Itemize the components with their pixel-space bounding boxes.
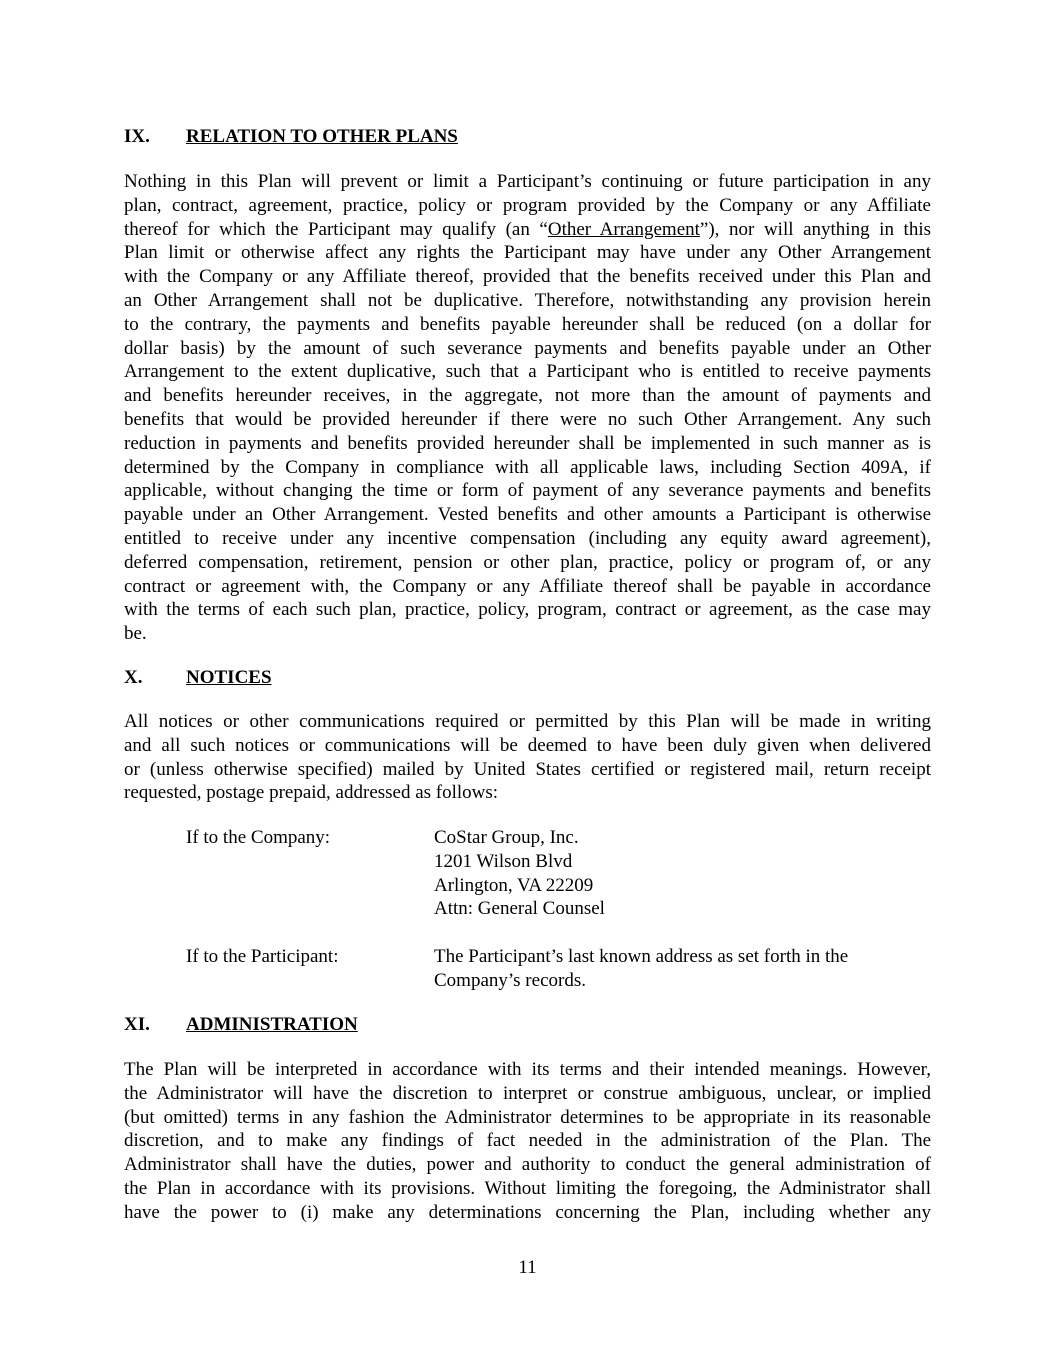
text-line: Plan limit or otherwise affect any rights the Participant may have under any Other Arrangement xyxy=(124,242,931,264)
page-number: 11 xyxy=(518,1257,537,1278)
paragraph-administration xyxy=(124,1058,931,1225)
text-line: with the Company or any Affiliate thereof, provided that the benefits received under this Plan and xyxy=(124,266,931,288)
text-line: All notices or other communications required or permitted by this Plan will be made in writing xyxy=(124,711,931,732)
participant-label: If to the Participant: xyxy=(186,946,339,967)
text-line: or (unless otherwise specified) mailed by United States certified or registered mail, return receipt xyxy=(124,758,931,780)
section-heading-ix xyxy=(124,125,458,149)
text-fragment: thereof for which the Participant may qualify (an “ xyxy=(124,218,548,240)
paragraph-notices xyxy=(124,710,931,805)
section-heading-xi xyxy=(124,1013,358,1037)
defined-term: Other Arrangement xyxy=(547,218,700,240)
section-heading-x xyxy=(124,666,272,690)
paragraph-relation-to-other-plans xyxy=(124,170,931,646)
text-line: deferred compensation, retirement, pension or other plan, practice, policy or program of, or any xyxy=(124,551,931,573)
address-line: 1201 Wilson Blvd xyxy=(434,850,573,872)
text-line: contract or agreement with, the Company or any Affiliate thereof shall be payable in accordance xyxy=(124,575,931,597)
text-line: plan, contract, agreement, practice, policy or program provided by the Company or any Affiliate xyxy=(124,194,931,216)
section-number: XI. xyxy=(124,1014,150,1035)
text-line: reduction in payments and benefits provided hereunder shall be implemented in such manner as is xyxy=(124,432,931,454)
text-line: be. xyxy=(124,623,147,645)
address-line: Arlington, VA 22209 xyxy=(434,874,594,896)
section-title: ADMINISTRATION xyxy=(186,1014,358,1035)
text-line: determined by the Company in compliance with all applicable laws, including Section 409A, if xyxy=(124,456,931,478)
address-line: CoStar Group, Inc. xyxy=(434,827,579,848)
section-number: X. xyxy=(124,667,143,688)
text-line: Arrangement to the extent duplicative, such that a Participant who is entitled to receive payments xyxy=(124,361,931,383)
text-line: with the terms of each such plan, practice, policy, program, contract or agreement, as the case may xyxy=(124,599,931,621)
text-line: entitled to receive under any incentive compensation (including any equity award agreement), xyxy=(124,527,931,549)
text-line: the Plan in accordance with its provisions. Without limiting the foregoing, the Administrator shall xyxy=(124,1177,931,1199)
text-line: and all such notices or communications will be deemed to have been duly given when delivered xyxy=(124,734,931,756)
address-line: Company’s records. xyxy=(434,969,586,991)
text-line: the Administrator will have the discretion to interpret or construe ambiguous, unclear, or implied xyxy=(124,1082,931,1104)
text-line: to the contrary, the payments and benefits payable hereunder shall be reduced (on a dollar for xyxy=(124,313,931,335)
text-line: payable under an Other Arrangement. Vested benefits and other amounts a Participant is otherwise xyxy=(124,504,931,526)
text-line: and benefits hereunder receives, in the aggregate, not more than the amount of payments and xyxy=(124,385,931,407)
company-address xyxy=(434,826,605,921)
section-number: IX. xyxy=(124,126,150,147)
text-line: have the power to (i) make any determinations concerning the Plan, including whether any xyxy=(124,1201,931,1223)
section-title: NOTICES xyxy=(186,667,272,688)
text-line: applicable, without changing the time or form of payment of any severance payments and benefits xyxy=(124,480,931,502)
text-line: Administrator shall have the duties, power and authority to conduct the general administration of xyxy=(124,1154,931,1176)
text-line xyxy=(124,218,931,242)
participant-address xyxy=(434,945,848,993)
text-line: dollar basis) by the amount of such severance payments and benefits payable under an Other xyxy=(124,337,931,359)
text-line: Nothing in this Plan will prevent or limit a Participant’s continuing or future participation in any xyxy=(124,171,931,192)
address-line: Attn: General Counsel xyxy=(434,898,605,920)
text-line: (but omitted) terms in any fashion the Administrator determines to be appropriate in its reasonable xyxy=(124,1106,931,1128)
address-line: The Participant’s last known address as set forth in the xyxy=(434,946,849,967)
text-line: an Other Arrangement shall not be duplicative. Therefore, notwithstanding any provision herein xyxy=(124,289,931,311)
section-title: RELATION TO OTHER PLANS xyxy=(186,126,458,147)
text-line: discretion, and to make any findings of fact needed in the administration of the Plan. The xyxy=(124,1130,931,1152)
company-label: If to the Company: xyxy=(186,827,331,848)
text-line: The Plan will be interpreted in accordance with its terms and their intended meanings. However, xyxy=(124,1059,931,1080)
text-line: requested, postage prepaid, addressed as follows: xyxy=(124,782,499,804)
text-fragment: ”), nor will anything in this xyxy=(699,218,931,240)
text-line: benefits that would be provided hereunder if there were no such Other Arrangement. Any such xyxy=(124,408,931,430)
